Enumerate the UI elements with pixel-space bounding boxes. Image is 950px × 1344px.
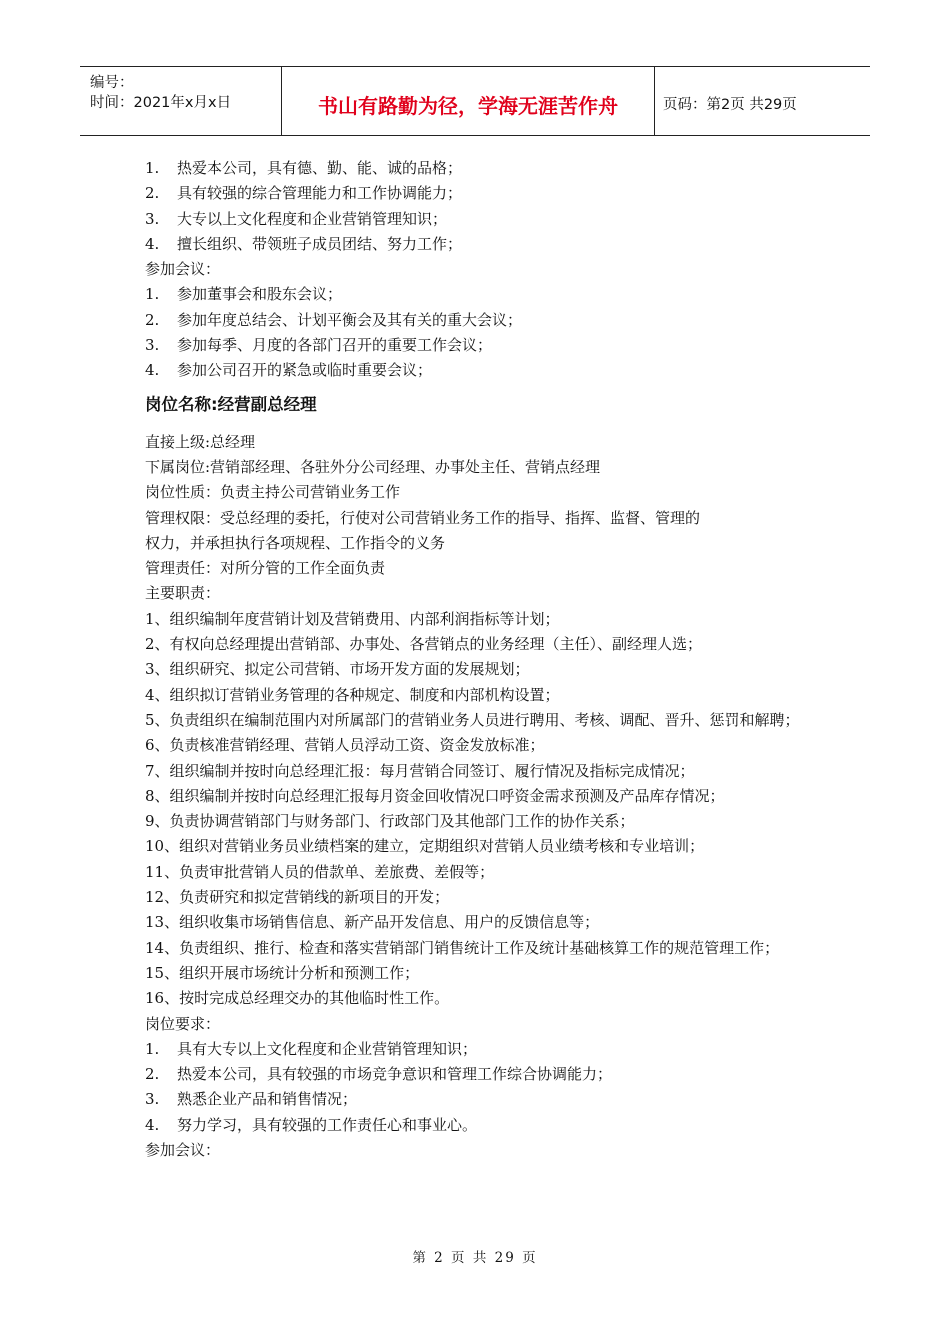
- header-slogan: 书山有路勤为径，学海无涯苦作舟: [282, 67, 655, 135]
- list-item: 16、按时完成总经理交办的其他临时性工作。: [145, 989, 450, 1008]
- list-item: 6、负责核准营销经理、营销人员浮动工资、资金发放标准；: [145, 736, 545, 755]
- list-item: 11、负责审批营销人员的借款单、差旅费、差假等；: [145, 862, 495, 881]
- subordinate-positions: 下属岗位:营销部经理、各驻外分公司经理、办事处主任、营销点经理: [145, 457, 601, 476]
- list-item: 1. 热爱本公司，具有德、勤、能、诚的品格；: [145, 159, 463, 177]
- list-item: 1. 参加董事会和股东会议；: [145, 285, 343, 304]
- list-item: 10、组织对营销业务员业绩档案的建立，定期组织对营销人员业绩考核和专业培训；: [145, 837, 705, 856]
- list-item: 3. 大专以上文化程度和企业营销管理知识；: [145, 209, 448, 228]
- list-item: 4. 参加公司召开的紧急或临时重要会议；: [145, 361, 433, 380]
- qualifications-list: [145, 156, 825, 257]
- meetings-list: [145, 282, 825, 383]
- list-item: 2、有权向总经理提出营销部、办事处、各营销点的业务经理（主任）、副经理人选；: [145, 635, 703, 654]
- list-item: 9、负责协调营销部门与财务部门、行政部门及其他部门工作的协作关系；: [145, 812, 635, 831]
- position-nature: 岗位性质：负责主持公司营销业务工作: [145, 483, 401, 502]
- list-item: 12、负责研究和拟定营销线的新项目的开发；: [145, 888, 450, 907]
- header-page-number: 页码：第2页 共29页: [663, 96, 797, 113]
- management-authority-line-2: 权力，并承担执行各项规程、工作指令的义务: [145, 533, 446, 552]
- document-time-label: 时间：2021年x月x日: [90, 95, 232, 111]
- list-item: 1、组织编制年度营销计划及营销费用、内部利润指标等计划；: [145, 609, 560, 628]
- list-item: 15、组织开展市场统计分析和预测工作；: [145, 963, 420, 982]
- list-item: 13、组织收集市场销售信息、新产品开发信息、用户的反馈信息等；: [145, 913, 600, 932]
- list-item: 7、组织编制并按时向总经理汇报：每月营销合同签订、履行情况及指标完成情况；: [145, 761, 695, 780]
- list-item: 4. 擅长组织、带领班子成员团结、努力工作；: [145, 234, 463, 253]
- duties-label: 主要职责：: [145, 584, 221, 603]
- document-number-label: 编号：: [90, 75, 134, 91]
- meetings-label: 参加会议：: [145, 260, 221, 279]
- document-body: [145, 156, 825, 1163]
- list-item: 4、组织拟订营销业务管理的各种规定、制度和内部机构设置；: [145, 685, 560, 704]
- header-meta: [80, 67, 282, 135]
- meetings-label: 参加会议：: [145, 1140, 221, 1159]
- list-item: 1. 具有大专以上文化程度和企业营销管理知识；: [145, 1039, 478, 1058]
- direct-superior: 直接上级:总经理: [145, 432, 256, 451]
- management-responsibility: 管理责任：对所分管的工作全面负责: [145, 559, 386, 578]
- list-item: 2. 参加年度总结会、计划平衡会及其有关的重大会议；: [145, 310, 523, 329]
- requirements-list: [145, 1037, 825, 1138]
- list-item: 3. 参加每季、月度的各部门召开的重要工作会议；: [145, 336, 493, 355]
- page-footer: 第 2 页 共 29 页: [412, 1250, 538, 1266]
- duties-list: [145, 607, 825, 1012]
- list-item: 2. 热爱本公司，具有较强的市场竞争意识和管理工作综合协调能力；: [145, 1065, 613, 1084]
- section-heading: 岗位名称:经营副总经理: [145, 394, 317, 414]
- requirements-label: 岗位要求：: [145, 1014, 221, 1033]
- list-item: 4. 努力学习，具有较强的工作责任心和事业心。: [145, 1115, 478, 1134]
- list-item: 3. 熟悉企业产品和销售情况；: [145, 1090, 358, 1109]
- list-item: 5、负责组织在编制范围内对所属部门的营销业务人员进行聘用、考核、调配、晋升、惩罚和解聘；: [145, 710, 800, 729]
- list-item: 3、组织研究、拟定公司营销、市场开发方面的发展规划；: [145, 660, 530, 679]
- list-item: 2. 具有较强的综合管理能力和工作协调能力；: [145, 184, 463, 203]
- page-header: [80, 66, 870, 136]
- list-item: 14、负责组织、推行、检查和落实营销部门销售统计工作及统计基础核算工作的规范管理工作；: [145, 938, 780, 957]
- list-item: 8、组织编制并按时向总经理汇报每月资金回收情况口呼资金需求预测及产品库存情况；: [145, 786, 725, 805]
- management-authority-line-1: 管理权限：受总经理的委托，行使对公司营销业务工作的指导、指挥、监督、管理的: [145, 508, 701, 527]
